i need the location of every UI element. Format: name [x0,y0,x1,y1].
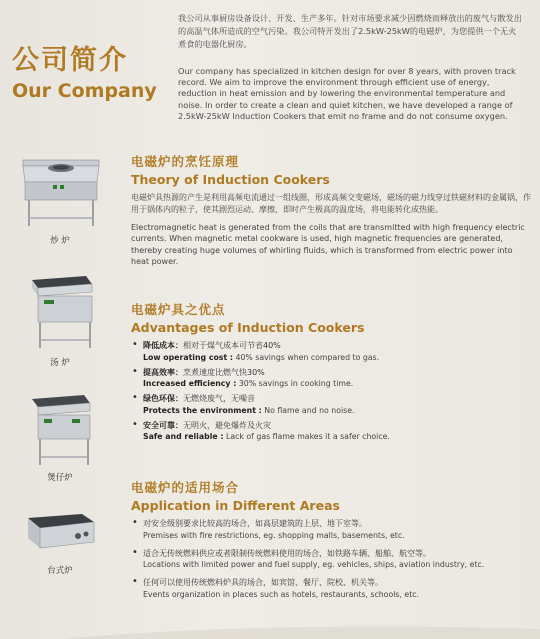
application-section [131,478,531,607]
advantage-label-cn: 提高效率： [143,367,183,377]
advantage-label-en: Increased efficiency : [143,379,237,388]
advantages-heading-en: Advantages of Induction Cookers [131,320,365,335]
countertop-cooker-image [20,508,100,562]
advantage-item [131,420,531,443]
advantage-label-cn: 安全可靠： [143,420,183,430]
advantage-text-cn: 相对于煤气成本可节省40% [183,341,281,350]
page-title-cn: 公司简介 [12,45,128,76]
product-soup-cooker [0,270,120,368]
advantage-label-en: Low operating cost : [143,352,233,362]
product-caption: 炒 炉 [50,236,70,246]
theory-section [131,152,531,267]
advantage-label-en: Safe and reliable : [143,432,224,441]
intro-paragraph-en: Our company has specialized in kitchen design for over 8 years, with proven track record. We aim to improve the environment through efficient use of energy, reduction in heat emission and by lowering the environmental temperature and noise. In order to create a clean and quiet kitchen, we have developed a range of 2.5kW-25kW Induction Cookers that emit no frame and do not consume oxygen. [178,66,516,121]
advantage-text-en: No flame and no noise. [261,405,355,415]
product-caption: 煲仔炉 [47,473,73,483]
application-heading-cn: 电磁炉的适用场合 [131,480,240,495]
advantage-item [131,340,531,363]
application-text-cn: • 对安全级别要求比较高的场合，如高层建筑的上层、地下室等。 [143,519,367,528]
theory-heading-en: Theory of Induction Cookers [131,172,330,187]
product-clay-pot-cooker [0,385,120,483]
advantage-text-en: 30% savings in cooking time. [236,379,354,388]
application-text-cn: • 适合无传统燃料供应或者限制传统燃料使用的场合，如铁路车辆、船舶、航空等。 [143,548,431,558]
advantage-label-cn: 降低成本： [143,341,183,350]
application-item [131,548,531,571]
advantage-text-en: Lack of gas flame makes it a safer choice. [223,432,390,441]
clay-pot-cooker-image [22,385,98,469]
page-title-en: Our Company [12,80,157,102]
advantage-text-cn: 烹煮速度比燃气快30% [183,367,265,377]
application-text-en: Locations with limited power and fuel supply, eg. vehicles, ships, aviation industry, etc. [143,560,485,569]
product-caption: 汤 炉 [50,358,70,368]
application-item [131,577,531,600]
product-wok-cooker [0,152,120,246]
advantage-text-cn: 无燃烧废气，无噪音 [183,394,255,403]
application-text-en: Events organization in places such as hotels, restaurants, schools, etc. [143,589,420,599]
application-text-cn: • 任何可以使用传统燃料炉具的场合，如宾馆、餐厅、院校、机关等。 [143,578,383,587]
theory-heading-cn: 电磁炉的烹饪原理 [131,154,240,169]
intro-paragraph-cn: 我公司从事厨房设备设计、开发、生产多年。针对市场要求减少因燃烧而释放出的废气与散发出的高温气体所造成的空气污染。我公司特开发出了2.5kW-25kW的电磁炉，为您提供一个无火煮食的电器化厨房。 [178,13,522,50]
theory-body-cn: 电磁炉具热源的产生是利用高频电流通过一组线圈，形成高频交变磁场，磁场的磁力线穿过铁磁材料的金属锅，作用于锅体内的粒子，使其剧烈运动、摩擦，即时产生极高的温度场，将电能转化成热能。 [131,193,531,215]
advantage-text-en: 40% savings when compared to gas. [233,352,380,362]
application-text-en: Premises with fire restrictions, eg. shopping malls, basements, etc. [143,530,405,540]
product-countertop-cooker [0,508,120,576]
advantage-label-cn: 绿色环保： [143,394,183,403]
advantages-heading-cn: 电磁炉具之优点 [131,302,226,317]
application-heading-en: Application in Different Areas [131,498,340,513]
advantage-text-cn: 无明火，避免爆炸及火灾 [183,420,271,430]
wok-cooker-image [17,152,103,232]
theory-body-en: Electromagnetic heat is generated from the coils that are transmitted with high frequency electric currents. When magnetic metal cookware is used, high magnetic frequencies are generated, thereby creating huge volumes of whirling fluids, which is transformed from electric power into heat power. [131,222,525,267]
application-item [131,518,531,541]
product-caption: 台式炉 [47,566,73,576]
advantages-section [131,300,531,446]
decorative-swoosh [60,599,540,639]
soup-cooker-image [22,270,98,354]
advantage-item [131,367,531,390]
advantage-label-en: Protects the environment : [143,405,262,415]
advantage-item [131,393,531,416]
